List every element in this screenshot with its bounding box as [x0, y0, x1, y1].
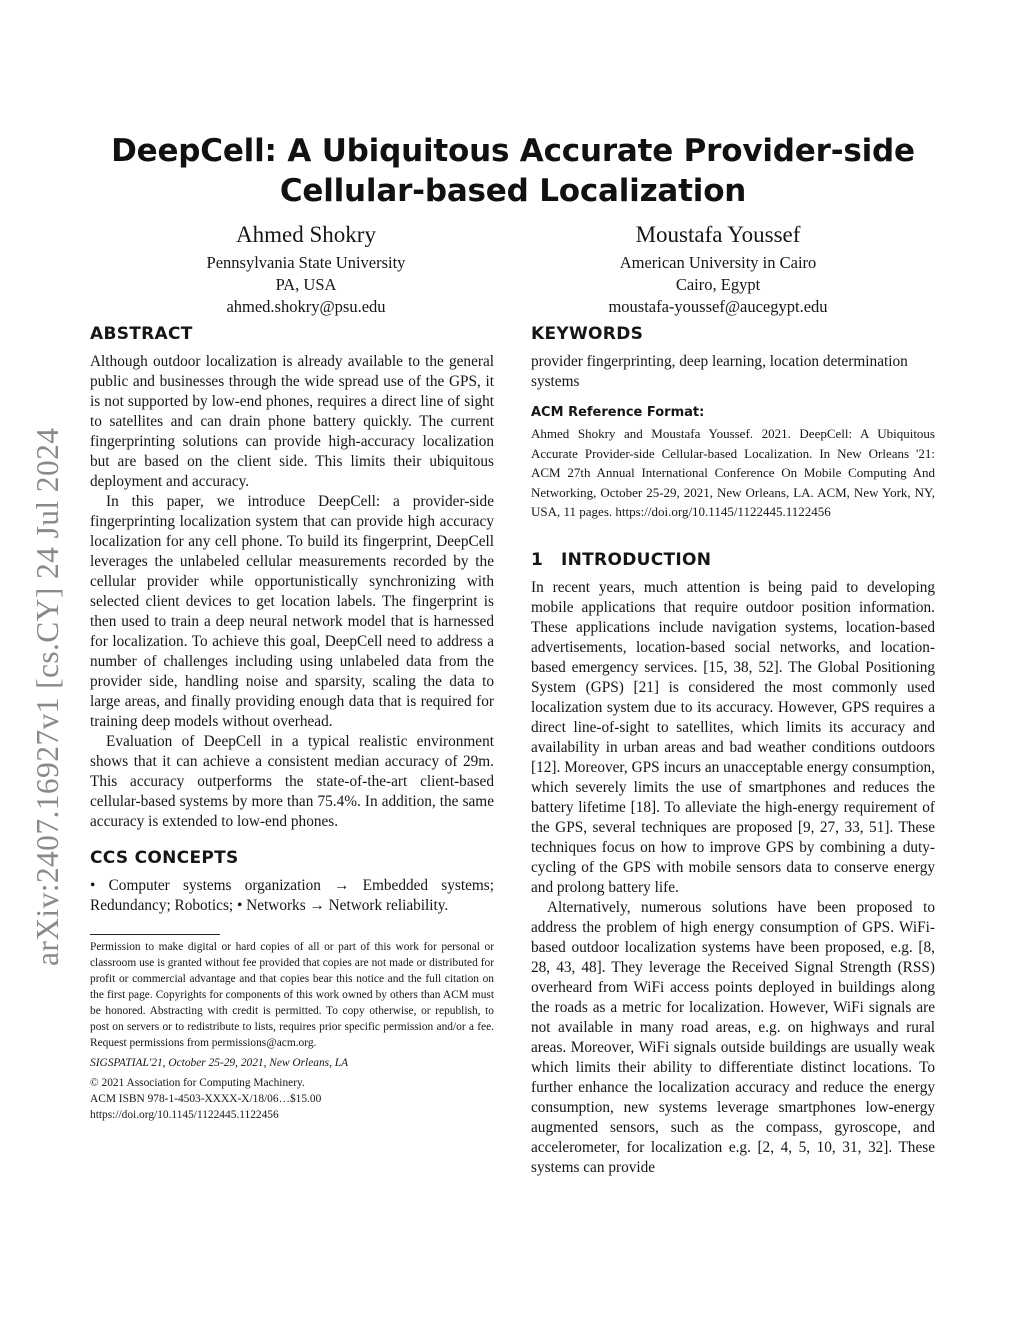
keywords-text: provider fingerprinting, deep learning, location determination systems [531, 353, 908, 390]
author-block-1 [81, 218, 531, 318]
left-column [90, 322, 494, 1123]
author-email: ahmed.shokry@psu.edu [226, 297, 386, 316]
isbn-line: ACM ISBN 978-1-4503-XXXX-X/18/06…$15.00 [90, 1093, 322, 1105]
author-name: Ahmed Shokry [236, 222, 376, 247]
acm-reference-heading: ACM Reference Format: [531, 405, 705, 420]
arxiv-identifier: arXiv:2407.16927v1 [cs.CY] 24 Jul 2024 [30, 427, 65, 966]
introduction-heading [531, 548, 935, 572]
author-name: Moustafa Youssef [635, 222, 801, 247]
section-title: INTRODUCTION [561, 549, 712, 570]
introduction-section [531, 548, 935, 1178]
abstract-paragraph-2: In this paper, we introduce DeepCell: a provider-side fingerprinting localization system that can provide high accuracy localization for any cell phone. To build its fingerprint, DeepCell leverages the unlabeled cellular measurements recorded by the cellular provider while opportunistically synchronizing with selected client devices to get location labels. The fingerprint is then used to train a deep neural network model that is harnessed for localization. To achieve this goal, DeepCell need to address a number of challenges including using unlabeled data from the provider side, handling noise and sparsity, scaling the data to large areas, and finally providing enough data that is required for training deep models without overhead. [90, 493, 494, 730]
author-affiliation: Pennsylvania State University [206, 253, 406, 272]
author-location: Cairo, Egypt [675, 275, 761, 294]
doi-link[interactable]: https://doi.org/10.1145/1122445.1122456 [90, 1109, 279, 1121]
ccs-heading: CCS CONCEPTS [90, 848, 239, 868]
copyright-line: © 2021 Association for Computing Machinery. [90, 1077, 305, 1089]
abstract-paragraph-1: Although outdoor localization is already available to the general public and businesses through the wide spread use of the GPS, it is not supported by low-end phones, requires a direct line of sight to satellites and can drain phone battery quickly. The current fingerprinting solutions can provide high-accuracy localization but are based on the client side. This limits their ubiquitous deployment and accuracy. [90, 353, 494, 490]
abstract-paragraph-3: Evaluation of DeepCell in a typical realistic environment shows that it can achieve a consistent median accuracy of 29m. This accuracy outperforms the state-of-the-art client-based cellular-based systems by more than 75.4%. In addition, the same accuracy is extended to low-end phones. [90, 733, 494, 830]
ccs-text: • Computer systems organization → Embedded systems; Redundancy; Robotics; • Networks → Network reliability. [90, 877, 494, 914]
keywords-heading: KEYWORDS [531, 324, 644, 344]
author-email: moustafa-youssef@aucegypt.edu [608, 297, 828, 316]
ccs-section [90, 846, 494, 916]
author-block-2 [493, 218, 943, 318]
right-column [531, 322, 935, 1178]
venue-line: SIGSPATIAL'21, October 25-29, 2021, New Orleans, LA [90, 1057, 349, 1069]
permission-notice: Permission to make digital or hard copies of all or part of this work for personal or classroom use is granted without fee provided that copies are not made or distributed for profit or commercial advantage and that copies bear this notice and the full citation on the first page. Copyrights for components of this work owned by others than ACM must be honored. Abstracting with credit is permitted. To copy otherwise, or republish, to post on servers or to redistribute to lists, requires prior specific permission and/or a fee. Request permissions from permissions@acm.org. [90, 941, 494, 1049]
introduction-paragraph-1: In recent years, much attention is being paid to developing mobile applications that require outdoor position information. These applications include navigation systems, location-based advertisements, location-based social networks, and location-based emergency services. [15, 38, 52]. The Global Positioning System (GPS) [21] is considered the most commonly used localization system due to its accuracy. However, GPS requires a direct line-of-sight to satellites, which limits its accuracy and availability in urban areas and bad weather conditions outdoors [12]. Moreover, GPS incurs an unacceptable energy consumption, which severely limits the use of smartphones and reduces the battery lifetime [18]. To alleviate the high-energy requirement of the GPS, several techniques are proposed [9, 27, 33, 51]. These techniques focus on how to improve GPS by combining a duty-cycling of the GPS with mobile sensors data to conserve energy and prolong battery life. [531, 578, 935, 896]
paper-title: DeepCell: A Ubiquitous Accurate Provider-side Cellular-based Localization [111, 133, 915, 209]
acm-reference-text: Ahmed Shokry and Moustafa Youssef. 2021. DeepCell: A Ubiquitous Accurate Provider-side Cellular-based Localization. In New Orleans '21: ACM 27th Annual International Conference On Mobile Computing And Networking, October 25-29, 2021, New Orleans, LA. ACM, New York, NY, USA, 11 pages. https://doi.org/10.1145/1122445.1122456 [531, 426, 935, 519]
abstract-heading: ABSTRACT [90, 324, 193, 344]
section-number: 1 [531, 549, 544, 570]
author-location: PA, USA [275, 275, 337, 294]
introduction-paragraph-2: Alternatively, numerous solutions have been proposed to address the problem of high energy consumption of GPS. WiFi-based outdoor localization systems have been proposed, e.g. [8, 28, 43, 48]. They leverage the Received Signal Strength (RSS) overheard from WiFi access points deployed in buildings along the roads as a metric for localization. However, WiFi signals are not available in many road areas, e.g. on highways and rural areas. Moreover, WiFi signals outside buildings are usually weak which limits their ability to differentiate distinct locations. To further enhance the localization accuracy and reduce the energy consumption, new systems leverage smartphones low-energy augmented sensors, such as the compass, gyroscope, and accelerometer, for localization e.g. [2, 4, 5, 10, 31, 32]. These systems can provide [531, 898, 935, 1176]
author-affiliation: American University in Cairo [619, 253, 817, 272]
footnote-divider [90, 934, 220, 935]
